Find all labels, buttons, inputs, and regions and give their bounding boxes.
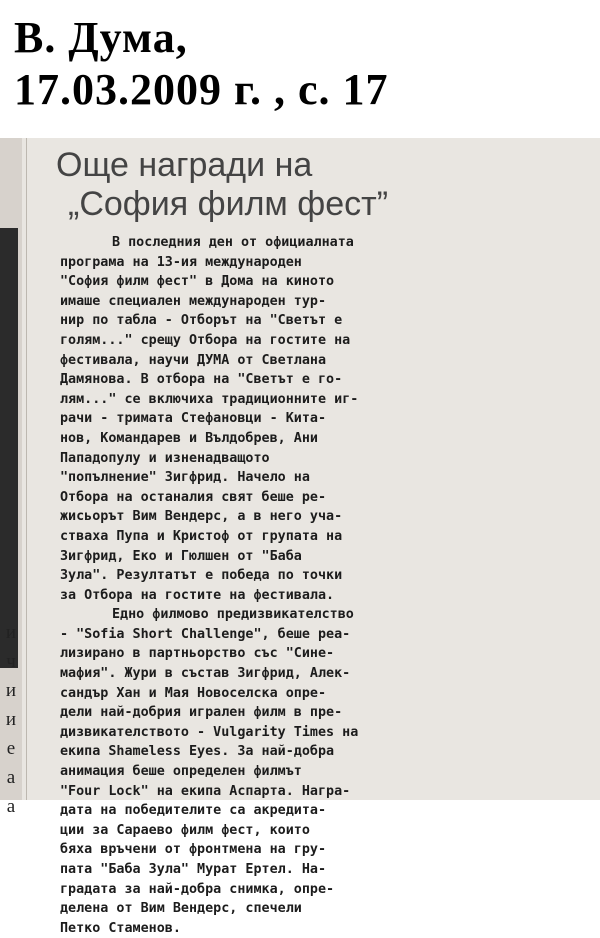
article-line: сандър Хан и Мая Новоселска опре-	[60, 685, 327, 701]
adjacent-column	[0, 138, 22, 817]
article-line: имаше специален международен тур-	[60, 293, 327, 309]
article-line: нир по табла - Отборът на "Светът е	[60, 313, 343, 329]
article-line: дизвикателството - Vulgarity Times на	[60, 724, 359, 740]
article-line: Едно филмово предизвикателство	[112, 607, 354, 623]
article-line: програма на 13-ия международен	[60, 254, 302, 270]
article-line: мафия". Жури в състав Зигфрид, Алек-	[60, 666, 351, 682]
article-line: Петко Стаменов.	[60, 920, 181, 936]
article-line: голям..." срещу Отбора на гостите на	[60, 332, 351, 348]
article-body	[60, 233, 560, 938]
headline-line-1: Още награди на	[56, 146, 313, 184]
article-line: "попълнение" Зигфрид. Начело на	[60, 470, 310, 486]
article-line: градата за най-добра снимка, опре-	[60, 881, 335, 897]
article-line: за Отбора на гостите на фестивала.	[60, 587, 335, 603]
article-line: - "Sofia Short Challenge", беше реа-	[60, 626, 351, 642]
masthead	[0, 0, 600, 138]
article-line: Отбора на останалия свят беше ре-	[60, 489, 327, 505]
article-line: екипа Shameless Eyes. За най-добра	[60, 744, 335, 760]
adjacent-text-fragments	[2, 618, 20, 821]
article-line: анимация беше определен филмът	[60, 764, 302, 780]
article-line: стваха Пупа и Кристоф от групата на	[60, 528, 343, 544]
article-line: В последния ден от официалната	[112, 235, 354, 250]
article-line: нов, Командарев и Вълдобрев, Ани	[60, 430, 318, 446]
article-line: лям..." се включиха традиционните иг-	[60, 391, 359, 407]
article-line: дели най-добрия игрален филм в пре-	[60, 705, 343, 721]
article-line: фестивала, научи ДУМА от Светлана	[60, 352, 327, 368]
adjacent-fragment: а	[6, 767, 16, 788]
article-line: жисьорът Вим Вендерс, а в него уча-	[60, 509, 343, 525]
publication-date-page: 17.03.2009 г. , с. 17	[14, 65, 389, 114]
adjacent-fragment: е	[6, 738, 16, 759]
article-line: бяха връчени от фронтмена на гру-	[60, 842, 327, 858]
article-line: лизирано в партньорство със "Сине-	[60, 646, 335, 662]
adjacent-fragment: и	[5, 622, 17, 643]
adjacent-fragment: и	[5, 709, 17, 730]
article-line: дата на победителите са акредита-	[60, 803, 327, 819]
article-line: Дамянова. В отбора на "Светът е го-	[60, 372, 343, 388]
article-line: Пападопулу и изненадващото	[60, 450, 270, 466]
article-line: Зигфрид, Еко и Гюлшен от "Баба	[60, 548, 302, 564]
article-line: рачи - тримата Стефановци - Кита-	[60, 411, 327, 427]
publication-name: В. Дума,	[14, 13, 188, 62]
adjacent-photo	[0, 228, 18, 668]
article-headline	[56, 146, 576, 224]
article-line: Зула". Резултатът е победа по точки	[60, 568, 343, 584]
article-line: делена от Вим Вендерс, спечели	[60, 901, 302, 917]
article-line: "Four Lock" на екипа Аспарта. Награ-	[60, 783, 351, 799]
article-line: пата "Баба Зула" Мурат Ертел. На-	[60, 862, 327, 877]
newspaper-clipping	[0, 138, 600, 936]
adjacent-fragment: ч	[6, 651, 16, 672]
adjacent-fragment: и	[5, 680, 17, 701]
article-line: ции за Сараево филм фест, които	[60, 822, 310, 838]
article-line: "София филм фест" в Дома на киното	[60, 274, 335, 290]
column-divider	[26, 138, 27, 800]
adjacent-fragment: а	[6, 796, 16, 817]
headline-line-2: „София филм фест”	[68, 185, 389, 223]
